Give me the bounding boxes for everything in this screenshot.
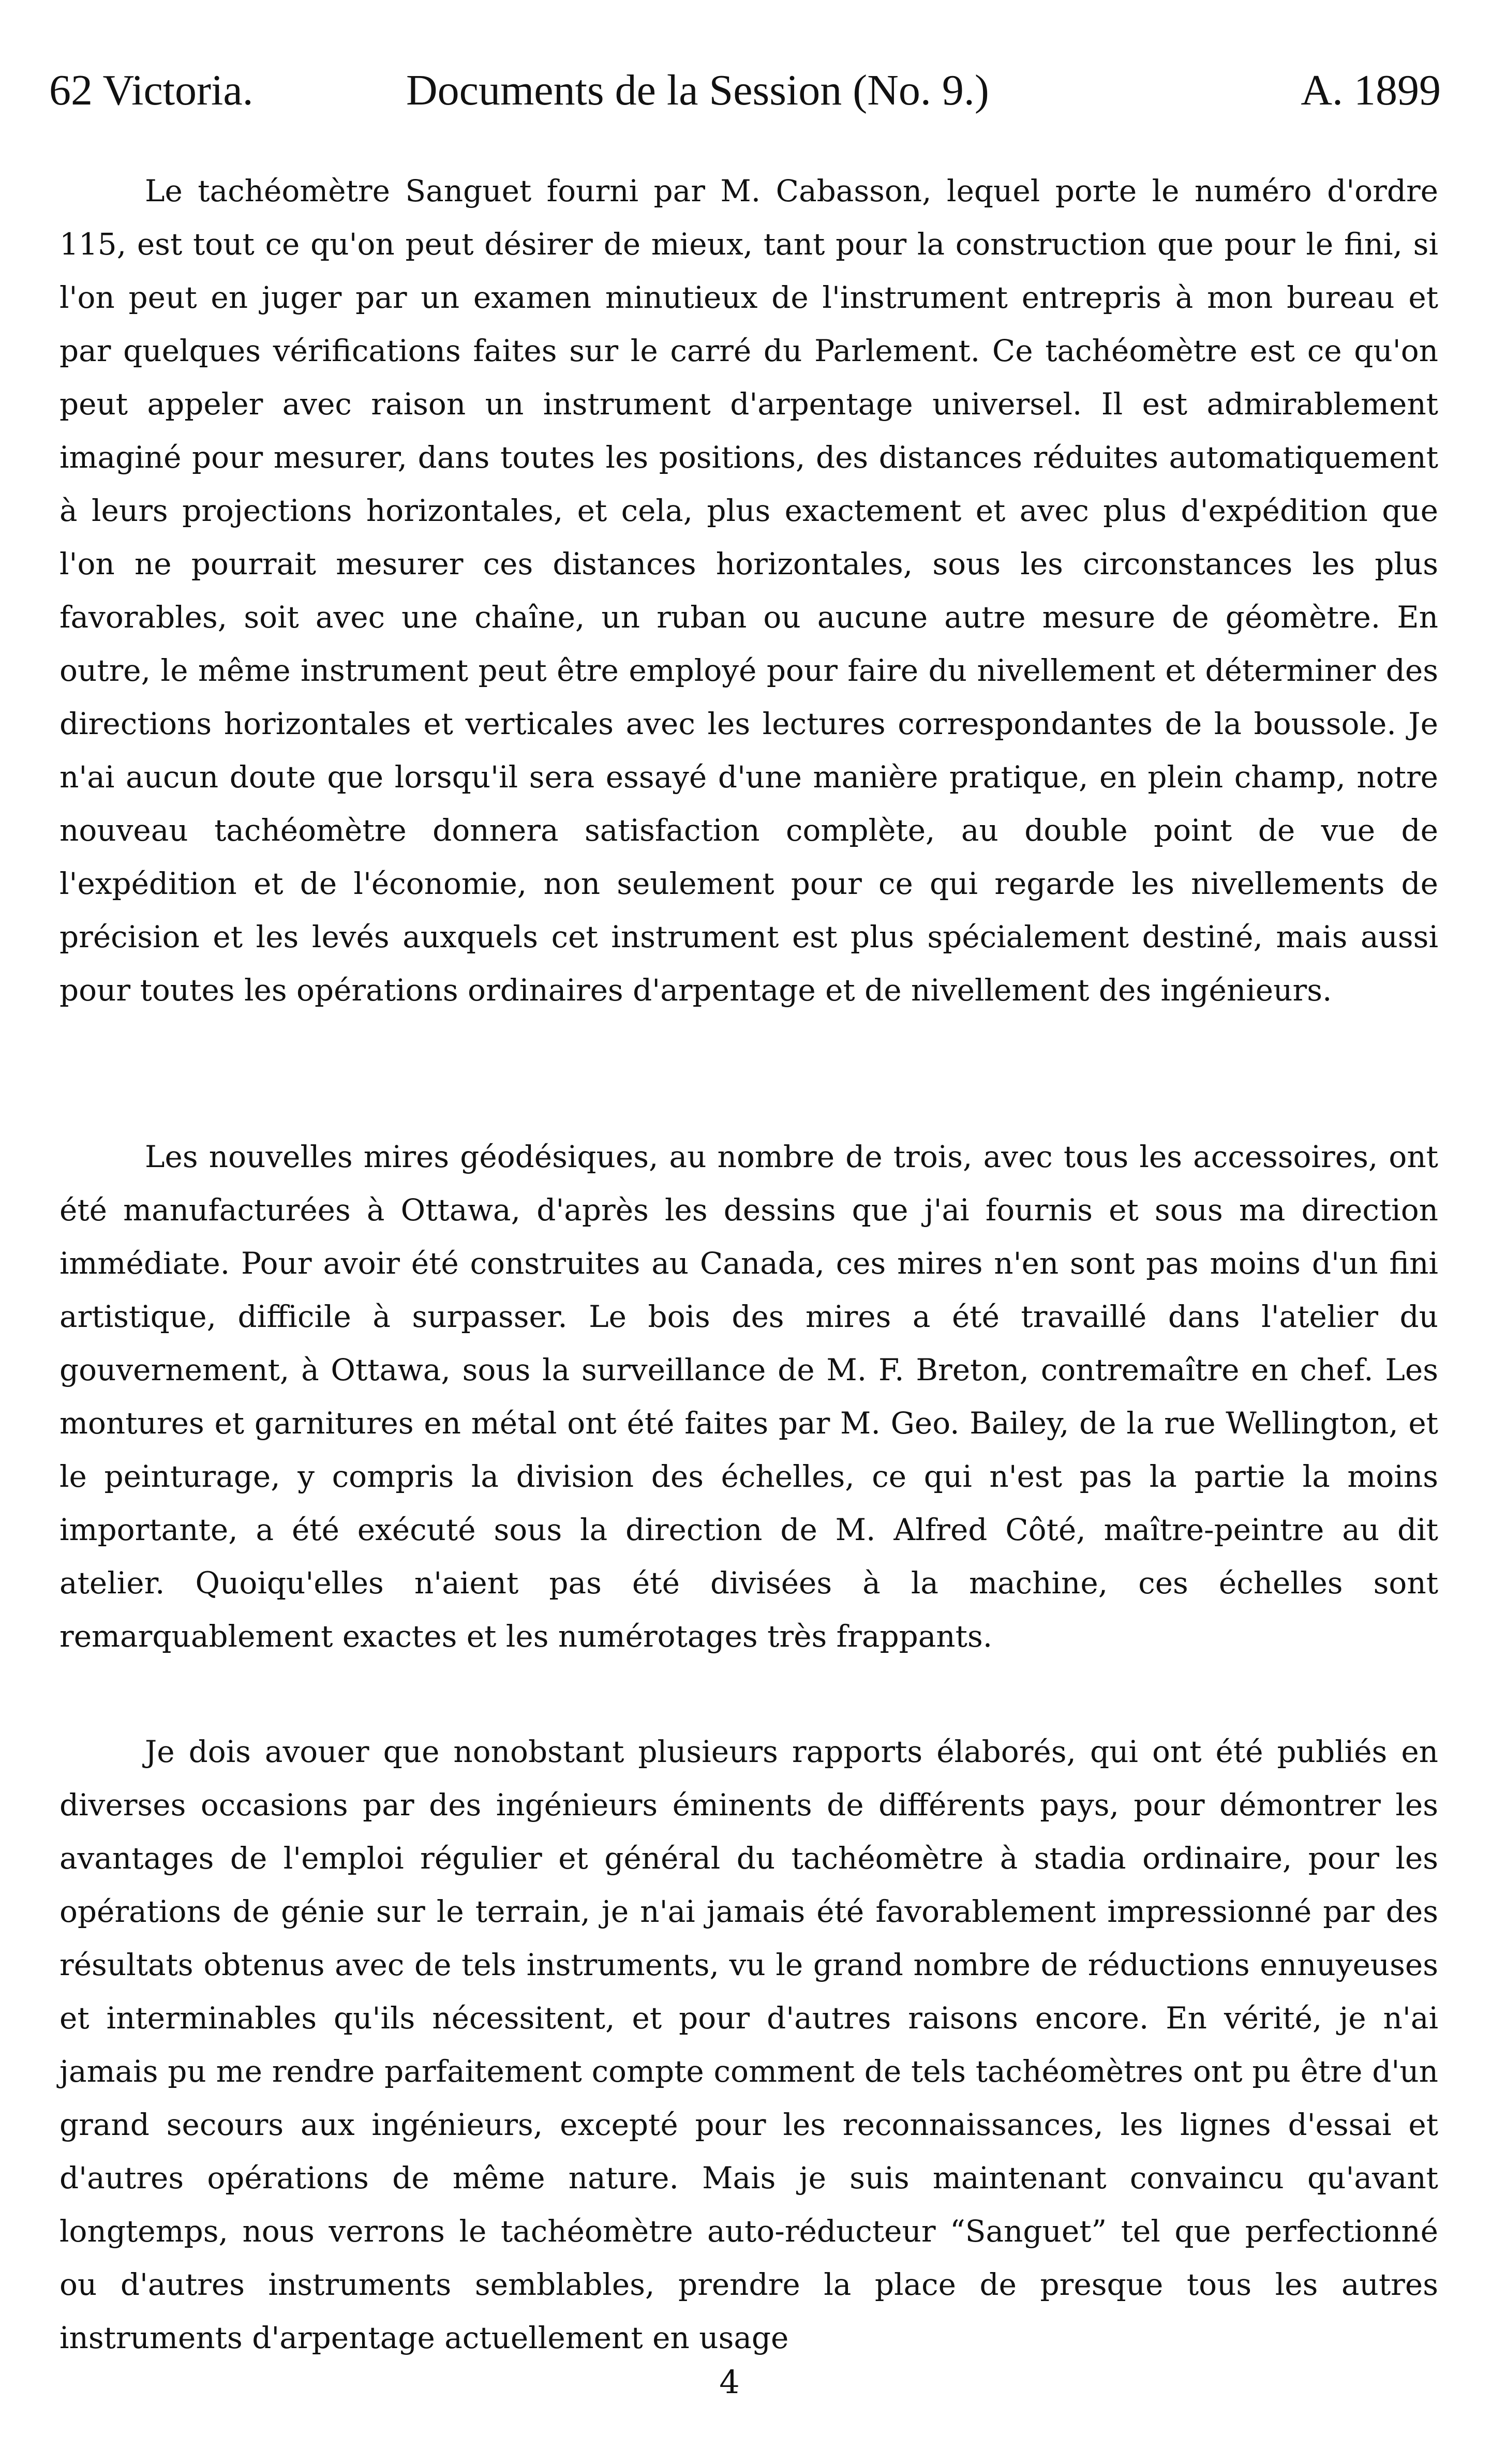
paragraph-text: Les nouvelles mires géodésiques, au nombre de trois, avec tous les accessoires, ont été manufacturées à Ottawa, d'après les dessins que j'ai fournis et sous ma direction immédiate. Pour avoir été construites au Canada, ces mires n'en sont pas moins d'un fini artistique, difficile à surpasser. Le bois des mires a été travaillé dans l'atelier du gouvernement, à Ottawa, sous la surveillance de M. F. Breton, contremaître en chef. Les montures et garnitures en métal ont été faites par M. Geo. Bailey, de la rue Wellington, et le peinturage, y compris la division des échelles, ce qui n'est pas la partie la moins importante, a été exécuté sous la direction de M. Alfred Côté, maître-peintre au dit atelier. Quoiqu'elles n'aient pas été divisées à la machine, ces échelles sont remarquablement exactes et les numérotages très frappants. (59, 1139, 1438, 1654)
paragraph-stadia (59, 1725, 1438, 2365)
header-year: A. 1899 (1301, 66, 1441, 114)
paragraph-mires (59, 1130, 1438, 1663)
paragraph-tacheometre (59, 165, 1438, 1017)
header-title: Documents de la Session (No. 9.) (406, 66, 989, 114)
page-signature: 4 (719, 2363, 740, 2401)
paragraph-text: Le tachéomètre Sanguet fourni par M. Cabasson, lequel porte le numéro d'ordre 115, est tout ce qu'on peut désirer de mieux, tant pour la construction que pour le fini, si l'on peut en juger par un examen minutieux de l'instrument entrepris à mon bureau et par quelques vérifications faites sur le carré du Parlement. Ce tachéomètre est ce qu'on peut appeler avec raison un instrument d'arpentage universel. Il est admirablement imaginé pour mesurer, dans toutes les positions, des distances réduites automatiquement à leurs projections horizontales, et cela, plus exactement et avec plus d'expédition que l'on ne pourrait mesurer ces distances horizontales, sous les circonstances les plus favorables, soit avec une chaîne, un ruban ou aucune autre mesure de géomètre. En outre, le même instrument peut être employé pour faire du nivellement et déterminer des directions horizontales et verticales avec les lectures correspondantes de la boussole. Je n'ai aucun doute que lorsqu'il sera essayé d'une manière pratique, en plein champ, notre nouveau tachéomètre donnera satisfaction complète, au double point de vue de l'expédition et de l'économie, non seulement pour ce qui regarde les nivellements de précision et les levés auxquels cet instrument est plus spécialement destiné, mais aussi pour toutes les opérations ordinaires d'arpentage et de nivellement des ingénieurs. (59, 173, 1438, 1008)
header-volume: 62 Victoria. (49, 66, 254, 114)
running-header (49, 62, 1441, 119)
paragraph-text: Je dois avouer que nonobstant plusieurs rapports élaborés, qui ont été publiés en diverses occasions par des ingénieurs éminents de différents pays, pour démontrer les avantages de l'emploi régulier et général du tachéomètre à stadia ordinaire, pour les opérations de génie sur le terrain, je n'ai jamais été favorablement impressionné par des résultats obtenus avec de tels instruments, vu le grand nombre de réductions ennuyeuses et interminables qu'ils nécessitent, et pour d'autres raisons encore. En vérité, je n'ai jamais pu me rendre parfaitement compte comment de tels tachéomètres ont pu être d'un grand secours aux ingénieurs, excepté pour les reconnaissances, les lignes d'essai et d'autres opérations de même nature. Mais je suis maintenant convaincu qu'avant longtemps, nous verrons le tachéomètre auto-réducteur “Sanguet” tel que perfectionné ou d'autres instruments semblables, prendre la place de presque tous les autres instruments d'arpentage actuellement en usage (59, 1734, 1438, 2355)
